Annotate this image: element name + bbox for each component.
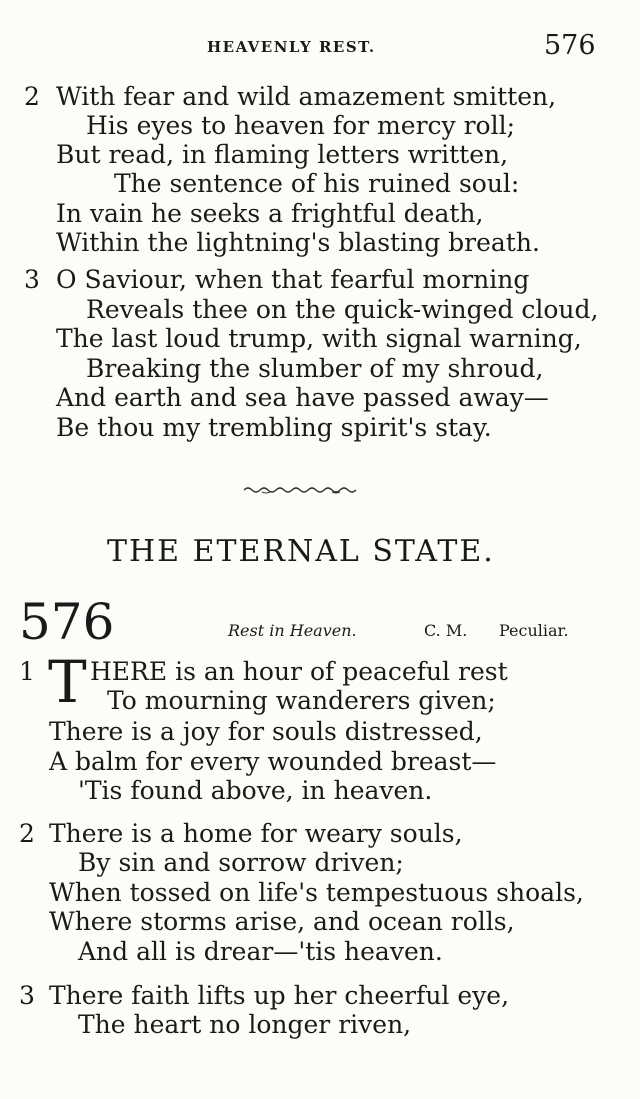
verse-line: O Saviour, when that fearful morning (56, 265, 530, 294)
verse-line: Reveals thee on the quick-winged cloud, (86, 295, 599, 324)
stanza-number: 3 (24, 265, 40, 294)
hymn-tune: Peculiar. (499, 621, 569, 640)
verse-line: There is a home for weary souls, (49, 819, 463, 848)
verse-line: Within the lightning's blasting breath. (56, 228, 540, 257)
verse-line: With fear and wild amazement smitten, (56, 82, 557, 111)
verse-line: His eyes to heaven for mercy roll; (86, 111, 516, 140)
verse-line: HERE is an hour of peaceful rest (90, 657, 508, 686)
ornament-divider (242, 484, 360, 496)
verse-line: Be thou my trembling spirit's stay. (56, 413, 492, 442)
verse-line: To mourning wanderers given; (107, 686, 496, 715)
verse-line: The heart no longer riven, (78, 1010, 412, 1039)
verse-line: And earth and sea have passed away— (56, 383, 549, 412)
section-title: THE ETERNAL STATE. (107, 534, 495, 569)
verse-line: But read, in flaming letters written, (56, 140, 509, 169)
verse-line: A balm for every wounded breast— (49, 747, 497, 776)
hymn-meter: C. M. (424, 621, 468, 640)
running-head: HEAVENLY REST. (207, 38, 376, 56)
stanza-number: 2 (19, 819, 35, 848)
verse-line: Breaking the slumber of my shroud, (86, 354, 544, 383)
verse-line: By sin and sorrow driven; (78, 848, 404, 877)
drop-cap: T (48, 648, 87, 716)
verse-line: In vain he seeks a frightful death, (56, 199, 484, 228)
stanza-number: 2 (24, 82, 40, 111)
verse-line: 'Tis found above, in heaven. (78, 776, 433, 805)
verse-line: The sentence of his ruined soul: (114, 169, 520, 198)
hymn-number: 576 (19, 593, 115, 651)
verse-line: When tossed on life's tempestuous shoals, (49, 878, 584, 907)
stanza-number: 3 (19, 981, 35, 1010)
verse-line: There is a joy for souls distressed, (49, 717, 483, 746)
stanza-number: 1 (19, 657, 35, 686)
verse-line: The last loud trump, with signal warning, (56, 324, 582, 353)
verse-line: And all is drear—'tis heaven. (78, 937, 443, 966)
page-number: 576 (544, 30, 596, 61)
verse-line: Where storms arise, and ocean rolls, (49, 907, 515, 936)
verse-line: There faith lifts up her cheerful eye, (49, 981, 510, 1010)
hymn-subtitle: Rest in Heaven. (228, 621, 357, 640)
